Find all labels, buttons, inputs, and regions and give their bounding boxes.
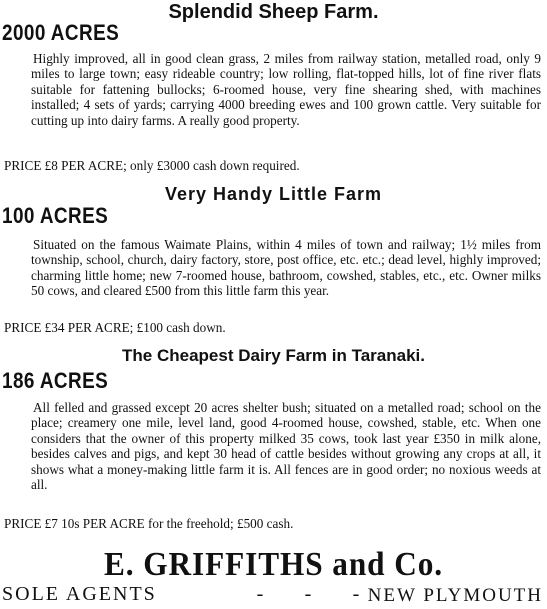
agency-name: E. GRIFFITHS and Co. <box>103 546 444 583</box>
listing-price: PRICE £8 PER ACRE; only £3000 cash down required. <box>4 158 300 173</box>
agency-location: NEW PLYMOUTH <box>367 585 543 606</box>
listing-acres: 2000 ACRES <box>2 20 120 45</box>
dash-separator <box>236 583 380 606</box>
listing-heading: Very Handy Little Farm <box>164 184 383 204</box>
listing-description: Situated on the famous Waimate Plains, within 4 miles of town and railway; 1½ miles from township, school, church, dairy factory, store, post office, etc. etc.; dead level, highly improved; charming little home; new 7-roomed house, bathroom, cowshed, stables, etc., etc. Owner milks 50 cows, and cleared £500 from this little farm this year. <box>31 237 541 299</box>
listing-description: All felled and grassed except 20 acres shelter bush; situated on a metalled road; school on the place; creamery one mile, level land, good 4-roomed house, cowshed, stable, etc. When one considers that the owner of this property milked 35 cows, took last year £350 in milk alone, besides calves and pigs, and kept 30 head of cattle besides without growing any crops at all, it shows what a money-making little farm it is. All fences are in good order; no noxious weeds at all. <box>31 400 541 493</box>
listing-acres: 186 ACRES <box>2 368 109 393</box>
listing-price: PRICE £7 10s PER ACRE for the freehold; £500 cash. <box>4 516 294 531</box>
dash: - <box>304 583 312 605</box>
sole-agents-label: SOLE AGENTS <box>2 583 157 605</box>
listing-acres: 100 ACRES <box>2 203 109 228</box>
listing-heading: The Cheapest Dairy Farm in Taranaki. <box>122 346 425 365</box>
listing-description: Highly improved, all in good clean grass, 2 miles from railway station, metalled road, only 9 miles to large town; easy rideable country; low rolling, flat-topped hills, lot of fine river flats suitable for fattening bullocks; 6-roomed house, very fine shearing shed, with machines installed; 4 sets of yards; carrying 4000 breeding ewes and 100 grown cattle. Very suitable for cutting up into dairy farms. A really good property. <box>31 51 541 128</box>
dash: - <box>352 583 360 605</box>
listing-heading: Splendid Sheep Farm. <box>168 1 379 23</box>
listing-price: PRICE £34 PER ACRE; £100 cash down. <box>4 320 226 335</box>
dash: - <box>256 583 264 605</box>
